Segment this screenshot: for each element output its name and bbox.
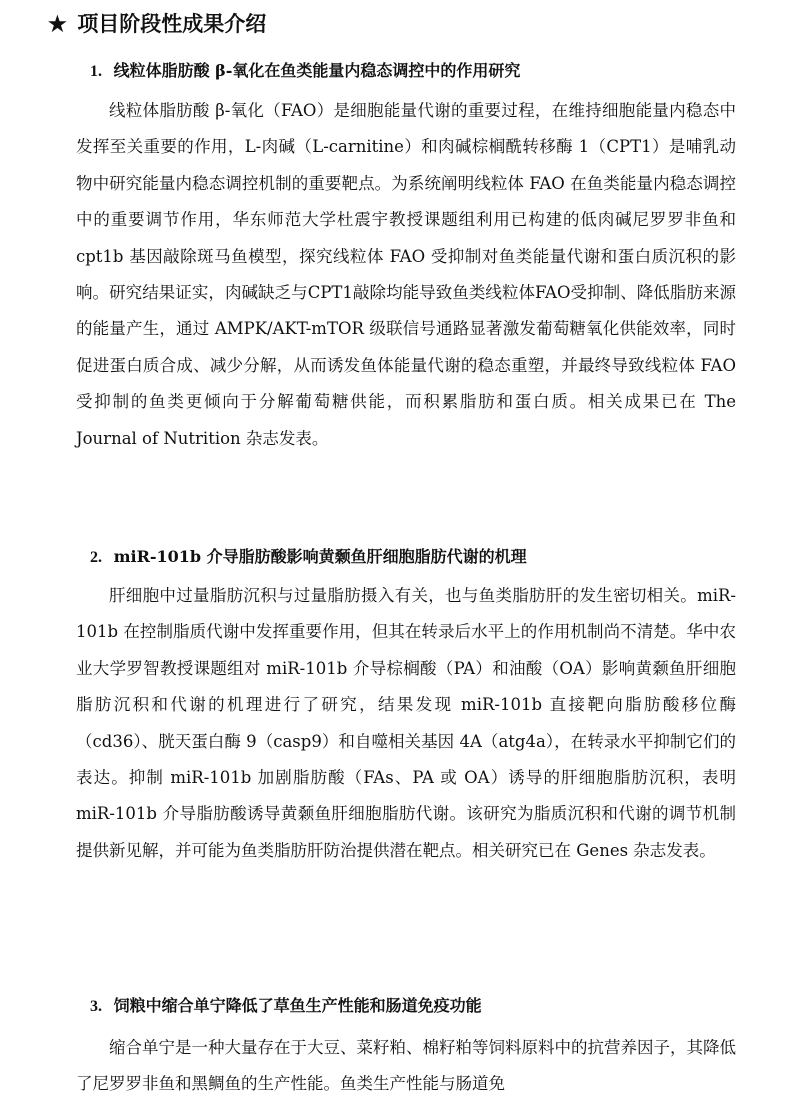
section-3-number: 3. — [90, 998, 102, 1015]
section-3-title-text: 饲粮中缩合单宁降低了草鱼生产性能和肠道免疫功能 — [113, 996, 482, 1015]
section-2-title — [90, 544, 527, 571]
section-1-number: 1. — [90, 63, 102, 80]
section-3-title — [90, 993, 482, 1020]
section-2-paragraph — [76, 578, 736, 869]
page-title: 项目阶段性成果介绍 — [77, 11, 267, 36]
section-3-paragraph-text: 缩合单宁是一种大量存在于大豆、菜籽粕、棉籽粕等饲料原料中的抗营养因子，其降低了尼罗罗非鱼和黑鲷鱼的生产性能。鱼类生产性能与肠道免 — [76, 1038, 736, 1094]
page-heading — [48, 8, 266, 40]
section-1-title — [90, 58, 520, 85]
star-icon: ★ — [48, 11, 67, 36]
section-1-title-text: 线粒体脂肪酸 β-氧化在鱼类能量内稳态调控中的作用研究 — [113, 61, 521, 80]
section-3-paragraph — [76, 1030, 736, 1103]
section-1-paragraph — [76, 93, 736, 457]
section-1-paragraph-text: 线粒体脂肪酸 β-氧化（FAO）是细胞能量代谢的重要过程，在维持细胞能量内稳态中发挥至关重要的作用，L-肉碱（L-carnitine）和肉碱棕榈酰转移酶 1（CPT1）是哺乳动物中研究能量内稳态调控机制的重要靶点。为系统阐明线粒体 FAO 在鱼类能量内稳态调控中的重要调节作用，华东师范大学杜震宇教授课题组利用已构建的低肉碱尼罗罗非鱼和 cpt1b 基因敲除斑马鱼模型，探究线粒体 FAO 受抑制对鱼类能量代谢和蛋白质沉积的影响。研究结果证实，肉碱缺乏与CPT1敲除均能导致鱼类线粒体FAO受抑制、降低脂肪来源的能量产生，通过 AMPK/AKT-mTOR 级联信号通路显著激发葡萄糖氧化供能效率，同时促进蛋白质合成、减少分解，从而诱发鱼体能量代谢的稳态重塑，并最终导致线粒体 FAO 受抑制的鱼类更倾向于分解葡萄糖供能，而积累脂肪和蛋白质。相关成果已在 The Journal of Nutrition 杂志发表。 — [76, 101, 736, 448]
section-2-number: 2. — [90, 549, 102, 566]
section-2-title-text: miR-101b 介导脂肪酸影响黄颡鱼肝细胞脂肪代谢的机理 — [113, 547, 527, 566]
section-2-paragraph-text: 肝细胞中过量脂肪沉积与过量脂肪摄入有关，也与鱼类脂肪肝的发生密切相关。miR-101b 在控制脂质代谢中发挥重要作用，但其在转录后水平上的作用机制尚不清楚。华中农业大学罗智教授课题组对 miR-101b 介导棕榈酸（PA）和油酸（OA）影响黄颡鱼肝细胞脂肪沉积和代谢的机理进行了研究，结果发现 miR-101b 直接靶向脂肪酸移位酶（cd36）、胱天蛋白酶 9（casp9）和自噬相关基因 4A（atg4a），在转录水平抑制它们的表达。抑制 miR-101b 加剧脂肪酸（FAs、PA 或 OA）诱导的肝细胞脂肪沉积，表明 miR-101b 介导脂肪酸诱导黄颡鱼肝细胞脂肪代谢。该研究为脂质沉积和代谢的调节机制提供新见解，并可能为鱼类脂肪肝防治提供潜在靶点。相关研究已在 Genes 杂志发表。 — [76, 586, 736, 860]
